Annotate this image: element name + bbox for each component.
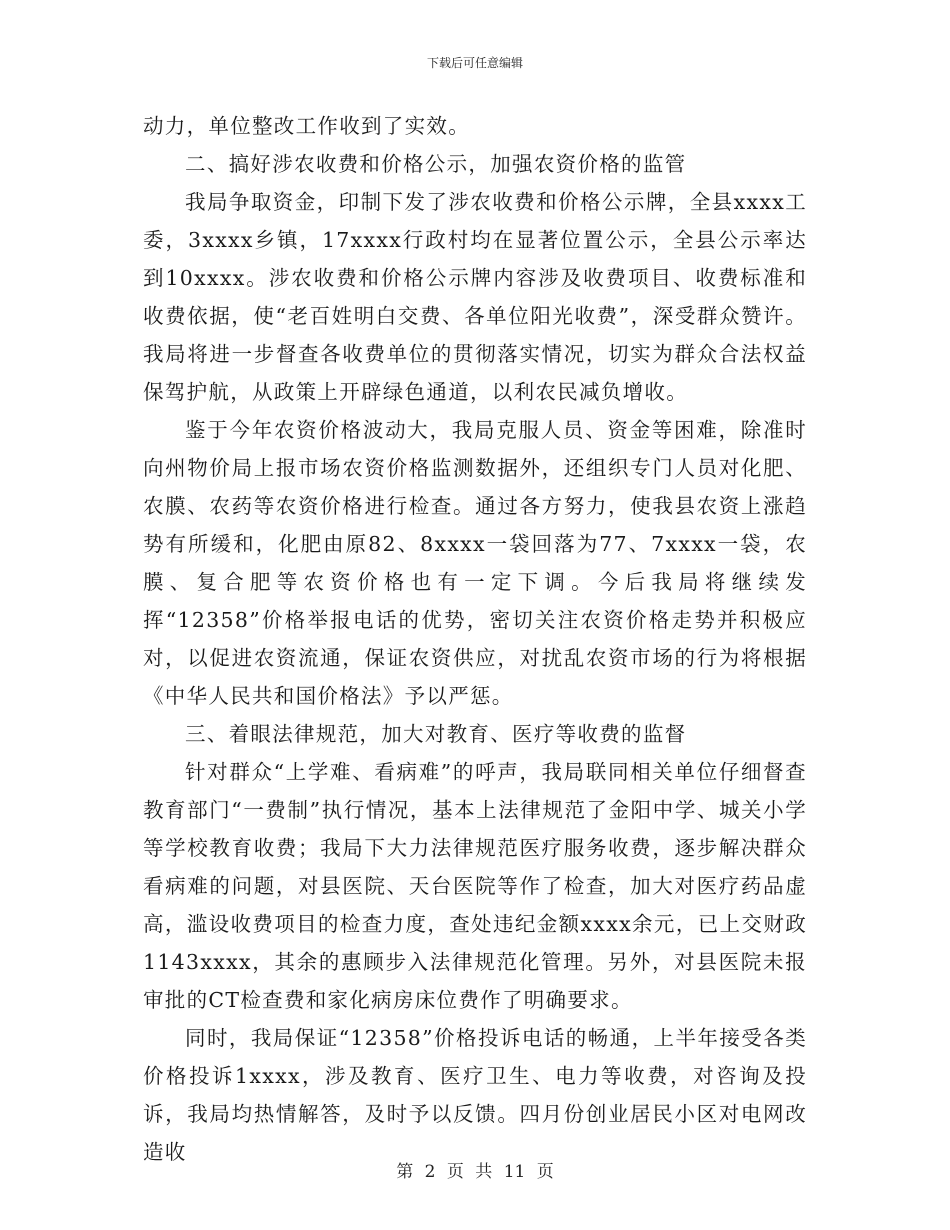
document-body [143, 107, 807, 1171]
paragraph: 针对群众“上学难、看病难”的呼声，我局联同相关单位仔细督查教育部门“一费制”执行情况，基本上法律规范了金阳中学、城关小学等学校教育收费；我局下大力法律规范医疗服务收费，逐步解决群众看病难的问题，对县医院、天台医院等作了检查，加大对医疗药品虚高，滥设收费项目的检查力度，查处违纪金额xxxx余元，已上交财政1143xxxx，其余的惠顾步入法律规范化管理。另外，对县医院未报审批的CT检查费和家化病房床位费作了明确要求。 [143, 760, 807, 1012]
paragraph: 同时，我局保证“12358”价格投诉电话的畅通，上半年接受各类价格投诉1xxxx，涉及教育、医疗卫生、电力等收费，对咨询及投诉，我局均热情解答，及时予以反馈。四月份创业居民小区对电网改造收 [143, 1026, 807, 1164]
paragraph-continuation: 动力，单位整改工作收到了实效。 [143, 114, 470, 138]
page-header: 下载后可任意编辑 [426, 56, 523, 70]
section-heading-2: 二、搞好涉农收费和价格公示，加强农资价格的监管 [185, 152, 687, 176]
page-number: 第 2 页 共 11 页 [396, 1162, 554, 1182]
paragraph: 鉴于今年农资价格波动大，我局克服人员、资金等困难，除准时向州物价局上报市场农资价格监测数据外，还组织专门人员对化肥、农膜、农药等农资价格进行检查。通过各方努力，使我县农资上涨趋势有所缓和，化肥由原82、8xxxx一袋回落为77、7xxxx一袋，农膜、复合肥等农资价格也有一定下调。今后我局将继续发挥“12358”价格举报电话的优势，密切关注农资价格走势并积极应对，以促进农资流通，保证农资供应，对扰乱农资市场的行为将根据《中华人民共和国价格法》予以严惩。 [143, 418, 807, 708]
section-heading-3: 三、着眼法律规范，加大对教育、医疗等收费的监督 [185, 722, 687, 746]
paragraph: 我局争取资金，印制下发了涉农收费和价格公示牌，全县xxxx工委，3xxxx乡镇，17xxxx行政村均在显著位置公示，全县公示率达到10xxxx。涉农收费和价格公示牌内容涉及收费项目、收费标准和收费依据，使“老百姓明白交费、各单位阳光收费”，深受群众赞许。我局将进一步督查各收费单位的贯彻落实情况，切实为群众合法权益保驾护航，从政策上开辟绿色通道，以利农民减负增收。 [143, 190, 807, 404]
